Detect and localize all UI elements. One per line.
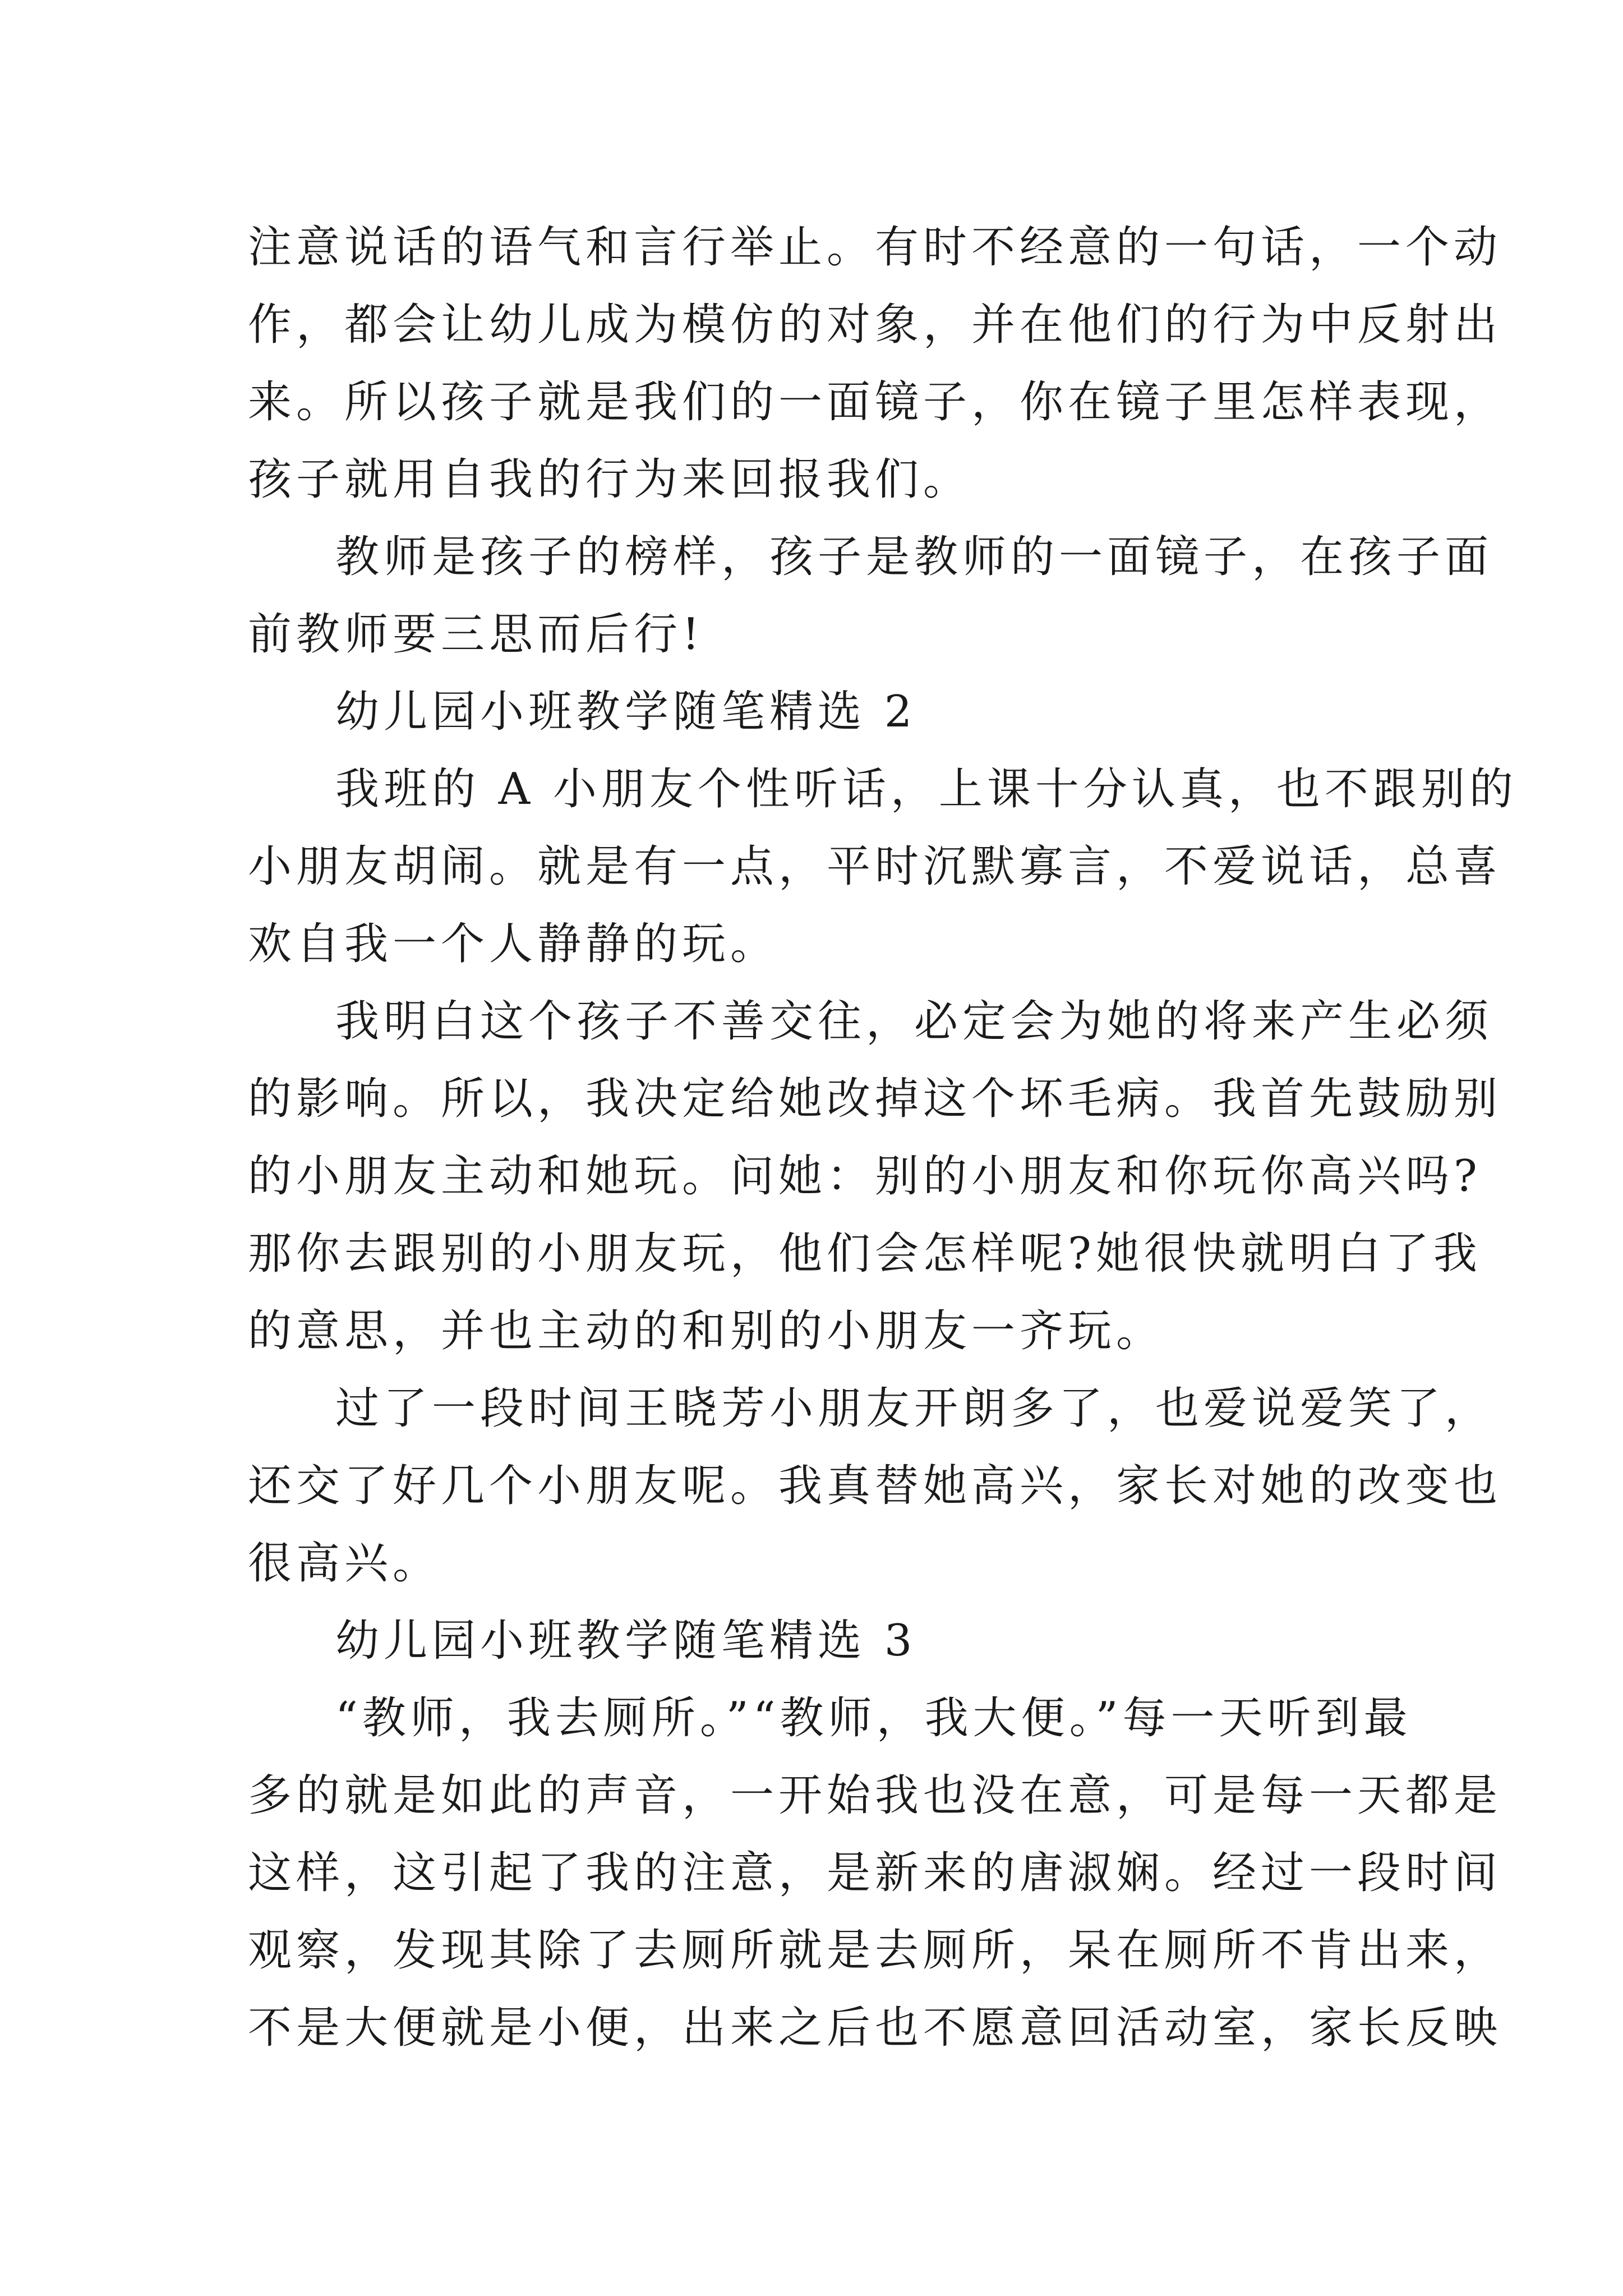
text-line: 观察，发现其除了去厕所就是去厕所，呆在厕所不肯出来， — [248, 1925, 1502, 1976]
text-line: 小朋友胡闹。就是有一点，平时沉默寡言，不爱说话，总喜 — [248, 841, 1502, 892]
text-line: 欢自我一个人静静的玩。 — [248, 919, 779, 969]
text-line: 多的就是如此的声音，一开始我也没在意，可是每一天都是 — [248, 1770, 1502, 1821]
text-line: 很高兴。 — [248, 1538, 441, 1589]
text-line: 还交了好几个小朋友呢。我真替她高兴，家长对她的改变也 — [248, 1461, 1502, 1511]
text-line: 那你去跟别的小朋友玩，他们会怎样呢?她很快就明白了我 — [248, 1228, 1482, 1279]
body-text — [248, 209, 1518, 2067]
section-heading: 幼儿园小班教学随笔精选 3 — [335, 1616, 917, 1666]
text-line: 前教师要三思而后行! — [248, 609, 704, 660]
text-line: 我明白这个孩子不善交往，必定会为她的将来产生必须 — [335, 996, 1493, 1047]
text-line: 的意思，并也主动的和别的小朋友一齐玩。 — [248, 1306, 1165, 1356]
text-line: 的小朋友主动和她玩。问她：别的小朋友和你玩你高兴吗? — [248, 1151, 1482, 1202]
text-line: 这样，这引起了我的注意，是新来的唐淑娴。经过一段时间 — [248, 1848, 1502, 1898]
text-line: 的影响。所以，我决定给她改掉这个坏毛病。我首先鼓励别 — [248, 1074, 1502, 1124]
text-line: 过了一段时间王晓芳小朋友开朗多了，也爱说爱笑了， — [335, 1383, 1493, 1434]
text-line: “教师，我去厕所。”“教师，我大便。”每一天听到最 — [335, 1693, 1412, 1743]
section-heading: 幼儿园小班教学随笔精选 2 — [335, 687, 917, 737]
text-line: 我班的 A 小朋友个性听话，上课十分认真，也不跟别的 — [335, 764, 1518, 815]
text-line: 孩子就用自我的行为来回报我们。 — [248, 454, 972, 505]
text-line: 来。所以孩子就是我们的一面镜子，你在镜子里怎样表现， — [248, 377, 1502, 427]
text-line: 注意说话的语气和言行举止。有时不经意的一句话，一个动 — [248, 222, 1502, 273]
text-line: 不是大便就是小便，出来之后也不愿意回活动室，家长反映 — [248, 2003, 1502, 2053]
text-line: 教师是孩子的榜样，孩子是教师的一面镜子，在孩子面 — [335, 532, 1493, 582]
text-line: 作，都会让幼儿成为模仿的对象，并在他们的行为中反射出 — [248, 300, 1502, 350]
